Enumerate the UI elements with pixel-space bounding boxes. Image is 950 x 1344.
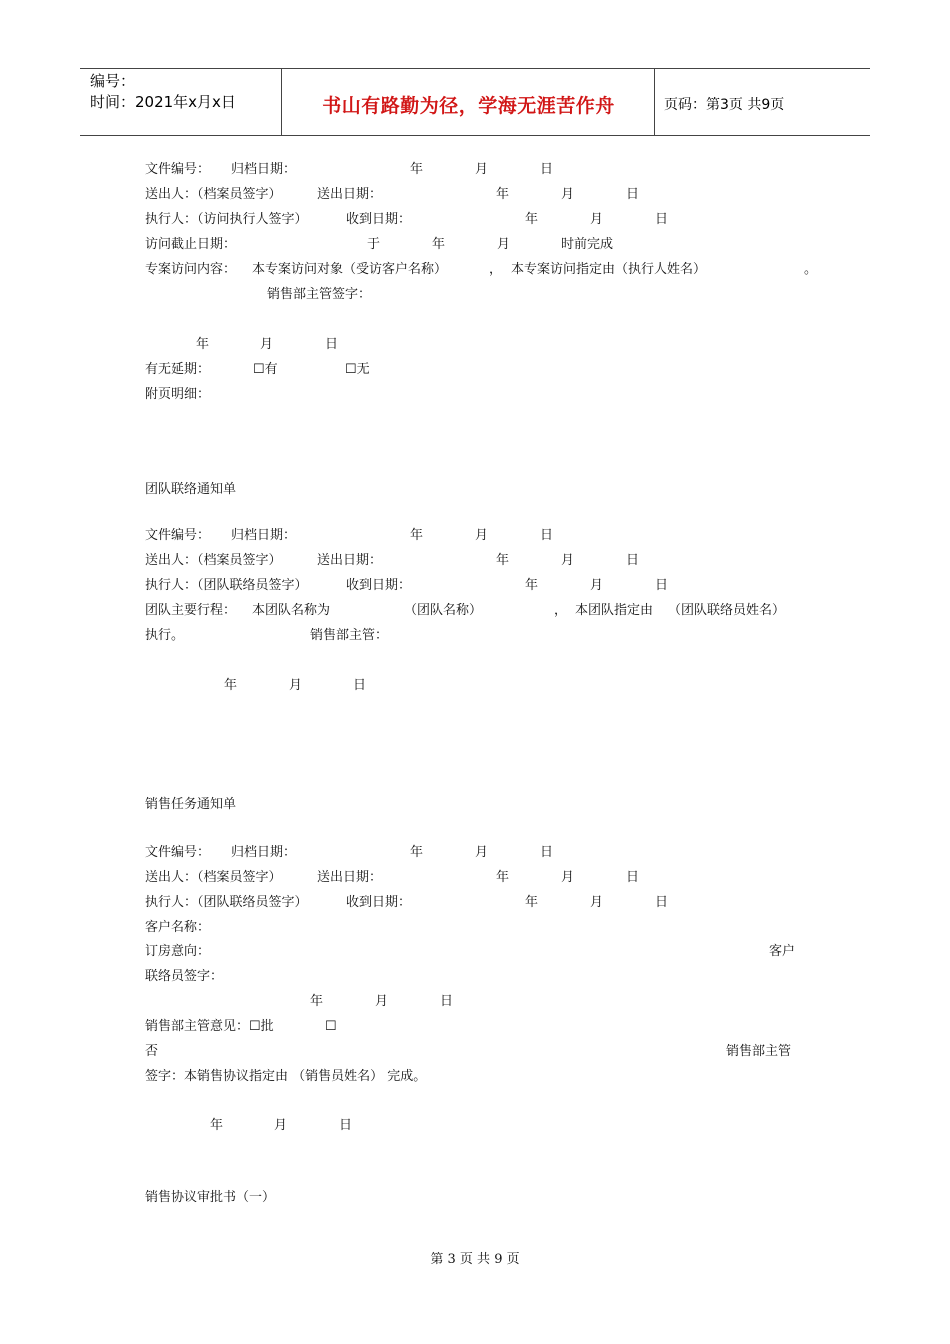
s3-manager-sign-month: 月 bbox=[274, 1118, 288, 1133]
s2-send-year: 年 bbox=[496, 553, 510, 568]
s3-recv-day: 日 bbox=[655, 895, 669, 910]
s3-recv-month: 月 bbox=[590, 895, 604, 910]
s2-team-name: （团队名称） bbox=[404, 603, 483, 618]
header-number-label: 编号： bbox=[90, 72, 136, 90]
s2-assigned-by: 本团队指定由 bbox=[575, 603, 654, 618]
s3-executor-label: 执行人：（团队联络员签字） bbox=[145, 895, 308, 910]
s3-sales-manager-label: 销售部主管 bbox=[726, 1044, 792, 1059]
s2-send-date-label: 送出日期： bbox=[317, 553, 383, 568]
s2-recv-date-label: 收到日期： bbox=[346, 578, 412, 593]
s3-no-label: 否 bbox=[145, 1044, 159, 1059]
s3-doc-no-label: 文件编号： bbox=[145, 845, 211, 860]
s1-content-period: 。 bbox=[804, 262, 818, 277]
s3-liaison-sign-label: 联络员签字： bbox=[145, 969, 224, 984]
s1-sign-day: 日 bbox=[325, 337, 339, 352]
s1-doc-no-label: 文件编号： bbox=[145, 162, 211, 177]
s3-manager-opinion-approve-checkbox[interactable]: 销售部主管意见：☐批 bbox=[145, 1019, 274, 1034]
s1-recv-day: 日 bbox=[655, 212, 669, 227]
s2-comma: ， bbox=[554, 603, 568, 618]
header-left-cell bbox=[90, 71, 236, 113]
s3-send-year: 年 bbox=[496, 870, 510, 885]
s3-manager-sign-day: 日 bbox=[339, 1118, 353, 1133]
s2-send-month: 月 bbox=[561, 553, 575, 568]
s1-executor-label: 执行人：（访问执行人签字） bbox=[145, 212, 308, 227]
s1-recv-year: 年 bbox=[525, 212, 539, 227]
s1-deadline-done: 时前完成 bbox=[561, 237, 614, 252]
s3-archive-year: 年 bbox=[410, 845, 424, 860]
s1-content-a: 本专案访问对象（受访客户名称） bbox=[252, 262, 448, 277]
s2-recv-year: 年 bbox=[525, 578, 539, 593]
s1-sender-label: 送出人：（档案员签字） bbox=[145, 187, 282, 202]
page-footer: 第 3 页 共 9 页 bbox=[430, 1252, 520, 1267]
s3-sender-label: 送出人：（档案员签字） bbox=[145, 870, 282, 885]
s1-archive-date-label: 归档日期： bbox=[231, 162, 297, 177]
s3-client-label: 客户 bbox=[769, 944, 796, 959]
s3-booking-intent-label: 订房意向： bbox=[145, 944, 211, 959]
s2-itinerary-label: 团队主要行程： bbox=[145, 603, 237, 618]
s3-recv-year: 年 bbox=[525, 895, 539, 910]
s1-content-comma: ， bbox=[489, 262, 503, 277]
s2-recv-day: 日 bbox=[655, 578, 669, 593]
s2-sign-year: 年 bbox=[224, 678, 238, 693]
s1-archive-month: 月 bbox=[475, 162, 489, 177]
s2-liaison-name: （团队联络员姓名） bbox=[668, 603, 786, 618]
s2-manager: 销售部主管： bbox=[310, 628, 389, 643]
s1-recv-date-label: 收到日期： bbox=[346, 212, 412, 227]
s2-archive-day: 日 bbox=[540, 528, 554, 543]
s1-manager-sign: 销售部主管签字： bbox=[267, 287, 372, 302]
s3-reject-checkbox[interactable]: ☐ bbox=[325, 1019, 337, 1034]
s1-deadline-yu: 于 bbox=[367, 237, 381, 252]
s3-client-name-label: 客户名称： bbox=[145, 920, 211, 935]
s1-deadline-label: 访问截止日期： bbox=[145, 237, 237, 252]
s2-team-name-is: 本团队名称为 bbox=[252, 603, 331, 618]
s1-send-month: 月 bbox=[561, 187, 575, 202]
s2-sign-month: 月 bbox=[289, 678, 303, 693]
header-time-label: 时间：2021年x月x日 bbox=[90, 93, 236, 111]
s4-title: 销售协议审批书（一） bbox=[145, 1190, 276, 1205]
header-page-label: 页码：第3页 共9页 bbox=[664, 97, 785, 113]
s2-archive-year: 年 bbox=[410, 528, 424, 543]
s2-executor-label: 执行人：（团队联络员签字） bbox=[145, 578, 308, 593]
s1-content-b: 本专案访问指定由（执行人姓名） bbox=[511, 262, 707, 277]
s1-send-date-label: 送出日期： bbox=[317, 187, 383, 202]
s3-archive-month: 月 bbox=[475, 845, 489, 860]
s1-archive-year: 年 bbox=[410, 162, 424, 177]
s1-send-year: 年 bbox=[496, 187, 510, 202]
s2-send-day: 日 bbox=[626, 553, 640, 568]
s1-send-day: 日 bbox=[626, 187, 640, 202]
s2-sign-day: 日 bbox=[353, 678, 367, 693]
s3-title: 销售任务通知单 bbox=[145, 797, 237, 812]
s3-liaison-sign-month: 月 bbox=[375, 994, 389, 1009]
s3-sign-text: 签字：本销售协议指定由 （销售员姓名） 完成。 bbox=[145, 1069, 427, 1084]
header-top-border bbox=[80, 68, 870, 69]
s3-send-date-label: 送出日期： bbox=[317, 870, 383, 885]
s3-liaison-sign-year: 年 bbox=[310, 994, 324, 1009]
s3-send-month: 月 bbox=[561, 870, 575, 885]
s1-deadline-month: 月 bbox=[497, 237, 511, 252]
s3-archive-date-label: 归档日期： bbox=[231, 845, 297, 860]
s2-title: 团队联络通知单 bbox=[145, 482, 237, 497]
s3-manager-sign-year: 年 bbox=[210, 1118, 224, 1133]
header-bottom-border bbox=[80, 135, 870, 136]
s3-recv-date-label: 收到日期： bbox=[346, 895, 412, 910]
s1-delay-label: 有无延期： bbox=[145, 362, 211, 377]
s1-sign-year: 年 bbox=[196, 337, 210, 352]
s2-recv-month: 月 bbox=[590, 578, 604, 593]
s3-send-day: 日 bbox=[626, 870, 640, 885]
s2-archive-date-label: 归档日期： bbox=[231, 528, 297, 543]
s1-delay-yes-checkbox[interactable]: ☐有 bbox=[253, 362, 278, 377]
s1-delay-no-checkbox[interactable]: ☐无 bbox=[345, 362, 370, 377]
s2-doc-no-label: 文件编号： bbox=[145, 528, 211, 543]
s1-sign-month: 月 bbox=[260, 337, 274, 352]
s1-attach-label: 附页明细： bbox=[145, 387, 211, 402]
s1-deadline-year: 年 bbox=[432, 237, 446, 252]
header-motto: 书山有路勤为径，学海无涯苦作舟 bbox=[322, 95, 615, 117]
s1-content-label: 专案访问内容： bbox=[145, 262, 237, 277]
s2-archive-month: 月 bbox=[475, 528, 489, 543]
s2-execute: 执行。 bbox=[145, 628, 185, 643]
s2-sender-label: 送出人：（档案员签字） bbox=[145, 553, 282, 568]
s1-recv-month: 月 bbox=[590, 212, 604, 227]
s3-liaison-sign-day: 日 bbox=[440, 994, 454, 1009]
s3-archive-day: 日 bbox=[540, 845, 554, 860]
s1-archive-day: 日 bbox=[540, 162, 554, 177]
